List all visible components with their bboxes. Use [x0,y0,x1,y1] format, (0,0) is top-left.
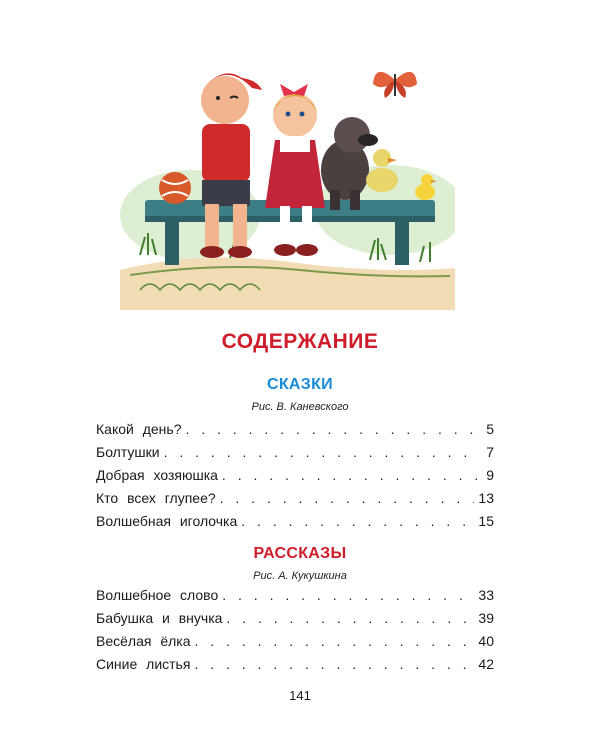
toc-entry[interactable] [96,610,494,633]
toc-entry-title: Волшебная иголочка [96,513,238,529]
toc-entry[interactable] [96,444,494,467]
toc-entry-page: 42 [478,656,494,672]
page-number: 141 [289,688,311,703]
toc-entry-page: 33 [478,587,494,603]
toc-entry-page: 5 [486,421,494,437]
toc-leader-dots [195,633,475,649]
section-credit-stories: Рис. А. Кукушкина [253,570,347,582]
toc-entry-page: 40 [478,633,494,649]
toc-entry-title: Болтушки [96,444,160,460]
toc-leader-dots [226,610,474,626]
section-title-fairy-tales: СКАЗКИ [267,376,333,393]
toc-leader-dots [186,421,479,437]
toc-entry-title: Весёлая ёлка [96,633,191,649]
toc-entry-page: 9 [486,467,494,483]
toc-entry[interactable] [96,490,494,513]
toc-entry[interactable] [96,656,494,679]
toc-leader-dots [222,587,474,603]
toc-leader-dots [164,444,478,460]
toc-entry[interactable] [96,513,494,536]
toc-entry-title: Бабушка и внучка [96,610,223,626]
toc-entry-title: Добрая хозяюшка [96,467,218,483]
toc-entry-page: 7 [486,444,494,460]
toc-entry[interactable] [96,421,494,444]
contents-heading: СОДЕРЖАНИЕ [221,330,379,353]
toc-entry[interactable] [96,633,494,656]
toc-entry-page: 13 [478,490,494,506]
toc-entry-title: Синие листья [96,656,191,672]
toc-entry[interactable] [96,467,494,490]
section-credit-fairy-tales: Рис. В. Каневского [251,401,349,413]
toc-entry-title: Кто всех глупее? [96,490,216,506]
toc-leader-dots [194,656,474,672]
toc-leader-dots [220,490,475,506]
toc-entry-page: 15 [478,513,494,529]
toc-leader-dots [222,467,478,483]
children-on-bench-illustration [120,40,455,310]
toc-list-fairy-tales [96,421,494,536]
section-title-stories: РАССКАЗЫ [253,545,347,562]
toc-entry-title: Какой день? [96,421,182,437]
toc-entry-page: 39 [478,610,494,626]
toc-leader-dots [241,513,474,529]
toc-list-stories [96,587,494,679]
toc-entry-title: Волшебное слово [96,587,219,603]
toc-entry[interactable] [96,587,494,610]
